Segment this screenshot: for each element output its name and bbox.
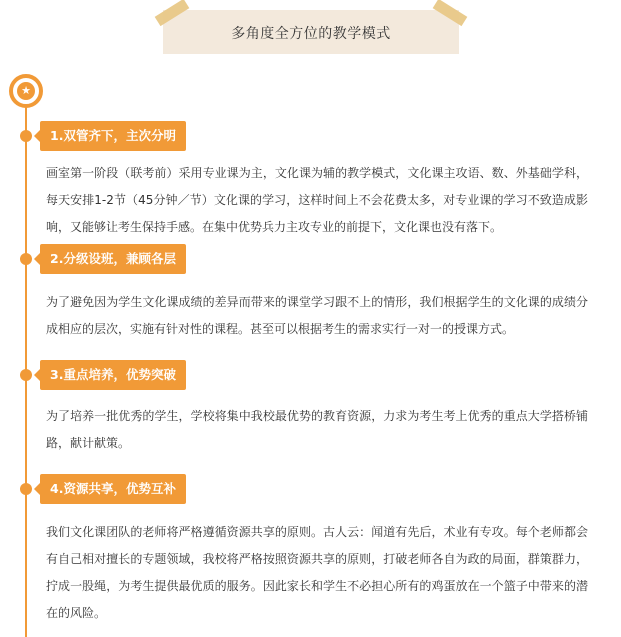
page-title: 多角度全方位的教学模式 (231, 26, 391, 42)
timeline-node (20, 483, 32, 495)
timeline-pin (9, 74, 43, 108)
timeline-node (20, 369, 32, 381)
timeline-node (20, 130, 32, 142)
section-body-1: 画室第一阶段（联考前）采用专业课为主，文化课为辅的教学模式，文化课主攻语、数、外基础学科，每天安排1-2节（45分钟／节）文化课的学习，这样时间上不会花费太多，对专业课的学习不致造成影响，又能够让考生保持手感。在集中优势兵力主攻专业的前提下，文化课也没有落下。 (46, 166, 588, 234)
section-body-2: 为了避免因为学生文化课成绩的差异而带来的课堂学习跟不上的情形，我们根据学生的文化课的成绩分成相应的层次，实施有针对性的课程。甚至可以根据考生的需求实行一对一的授课方式。 (46, 295, 588, 336)
section-heading-1: 1.双管齐下，主次分明 (40, 121, 186, 151)
section-body-3: 为了培养一批优秀的学生，学校将集中我校最优势的教育资源，力求为考生考上优秀的重点大学搭桥铺路，献计献策。 (46, 409, 588, 450)
timeline-node (20, 253, 32, 265)
section-heading-3: 3.重点培养，优势突破 (40, 360, 186, 390)
header-banner (163, 10, 459, 54)
timeline-line (25, 95, 27, 637)
section-heading-4: 4.资源共享，优势互补 (40, 474, 186, 504)
section-body-4: 我们文化课团队的老师将严格遵循资源共享的原则。古人云：闻道有先后，术业有专攻。每个老师都会有自己相对擅长的专题领域，我校将严格按照资源共享的原则，打破老师各自为政的局面，群策群力，拧成一股绳，为考生提供最优质的服务。因此家长和学生不必担心所有的鸡蛋放在一个篮子中带来的潜在的风险。 (46, 525, 588, 620)
section-heading-2: 2.分级设班，兼顾各层 (40, 244, 186, 274)
star-icon: ★ (17, 82, 35, 100)
